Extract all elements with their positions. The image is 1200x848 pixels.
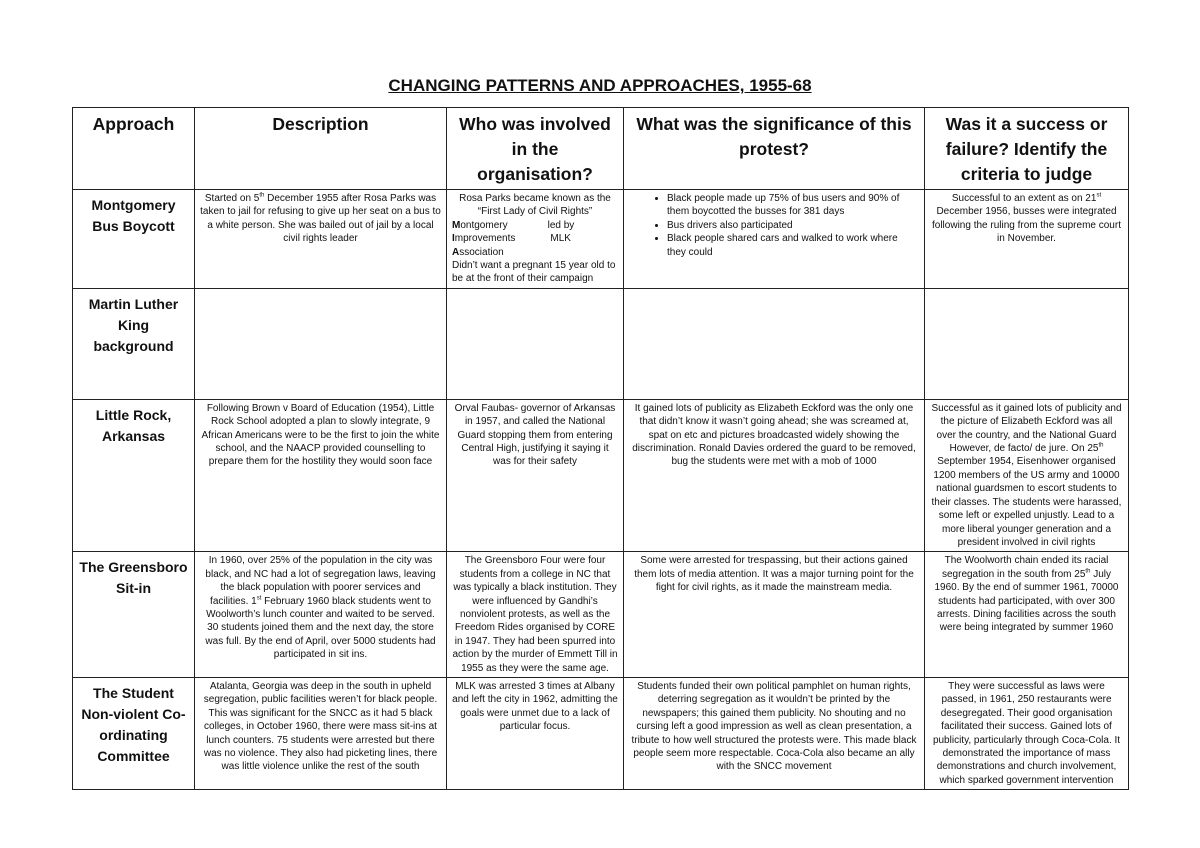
- row-who: MLK was arrested 3 times at Albany and left the city in 1962, admitting the goals were unmet due to a lack of particular focus.: [447, 677, 624, 789]
- row-approach: Martin Luther King background: [73, 288, 195, 399]
- row-who: [447, 288, 624, 399]
- page-title: CHANGING PATTERNS AND APPROACHES, 1955-68: [388, 76, 812, 95]
- table-row: [73, 288, 1129, 399]
- who-intro: Rosa Parks became known as the “First Lady of Civil Rights”: [459, 193, 611, 218]
- approaches-table: [72, 107, 1129, 790]
- significance-list: [629, 192, 919, 259]
- row-approach: Montgomery Bus Boycott: [73, 190, 195, 289]
- row-approach: The Greensboro Sit-in: [73, 552, 195, 678]
- table-row: [73, 190, 1129, 289]
- header-who: Who was involved in the organisation?: [447, 108, 624, 190]
- acronym-line-a: Association: [452, 246, 504, 258]
- list-item: • Black people shared cars and walked to work where they could: [667, 232, 919, 259]
- who-outro: Didn’t want a pregnant 15 year old to be at the front of their campaign: [452, 260, 616, 285]
- row-significance: [624, 288, 925, 399]
- row-who: Orval Faubas- governor of Arkansas in 1957, and called the National Guard stopping them from entering Central High, justifying it saying it was for their safety: [447, 399, 624, 551]
- row-description: [195, 288, 447, 399]
- row-significance: [624, 190, 925, 289]
- row-success: Successful as it gained lots of publicity and the picture of Elizabeth Eckford was all over the country, and the National Guard However, de facto/ de jure. On 25th September 1954, Eisenhower organised 1200 members of the US army and 10000 national guardsmen to escort students to their classes. The students were harassed, some left or expelled unjustly. Lead to a more liberal younger generation and a president involved in civil rights: [925, 399, 1129, 551]
- row-success: They were successful as laws were passed, in 1961, 250 restaurants were desegregated. Their good organisation facilitated their success. Gained lots of publicity, particularly through Coca-Cola. It demonstrated the importance of mass demonstrations and church involvement, which sparked government intervention: [925, 677, 1129, 789]
- table-row: [73, 399, 1129, 551]
- row-description: Following Brown v Board of Education (1954), Little Rock School adopted a plan to slowly integrate, 9 African Americans were to be the first to join the white school, and the NAACP provided counselling to prepare them for the hostility they would soon face: [195, 399, 447, 551]
- row-who: [447, 190, 624, 289]
- table-row: [73, 677, 1129, 789]
- row-significance: Students funded their own political pamphlet on human rights, deterring segregation as it wouldn’t be printed by the newspapers; this gained them publicity. No shouting and no cursing left a good impression as well as clean presentation, a tribute to how well structured the protests were. This made black people seem more respectable. Coca-Cola also became an ally with the SNCC movement: [624, 677, 925, 789]
- row-significance: Some were arrested for trespassing, but their actions gained them lots of media attention. It was a major turning point for the fight for civil rights, as it made the mainstream media.: [624, 552, 925, 678]
- header-success: Was it a success or failure? Identify the criteria to judge: [925, 108, 1129, 190]
- row-description: Started on 5th December 1955 after Rosa Parks was taken to jail for refusing to give up her seat on a bus to a white person. She was bailed out of jail by a local civil rights leader: [195, 190, 447, 289]
- row-who: The Greensboro Four were four students from a college in NC that was typically a black institution. They were influenced by Gandhi’s nonviolent protests, as well as the Freedom Rides organised by CORE in 1947. They had been spurred into action by the murder of Emmett Till in 1955 as they were the same age.: [447, 552, 624, 678]
- row-description: Atalanta, Georgia was deep in the south in upheld segregation, public facilities weren’t for black people. This was significant for the SNCC as it had 5 black colleges, in October 1960, there were mass sit-ins at lunch counters. 75 students were arrested but there was no violence. They also had picketing lines, there was little violence unlike the rest of the south: [195, 677, 447, 789]
- row-success: [925, 288, 1129, 399]
- row-success: The Woolworth chain ended its racial segregation in the south from 25th July 1960. By the end of summer 1961, 70000 students had participated, with over 300 arrests. Dining facilities across the south were being integrated by summer 1960: [925, 552, 1129, 678]
- header-description: Description: [195, 108, 447, 190]
- row-approach: Little Rock, Arkansas: [73, 399, 195, 551]
- table-row: [73, 552, 1129, 678]
- row-description: In 1960, over 25% of the population in the city was black, and NC had a lot of segregation laws, leaving the black population with poorer services and facilities. 1st February 1960 black students went to Woolworth’s lunch counter and waited to be served. 30 students joined them and the next day, the store was full. By the end of April, over 5000 students had participated in sit ins.: [195, 552, 447, 678]
- row-approach: The Student Non-violent Co-ordinating Committee: [73, 677, 195, 789]
- row-success: Successful to an extent as on 21st December 1956, busses were integrated following the ruling from the supreme court in November.: [925, 190, 1129, 289]
- header-approach: Approach: [73, 108, 195, 190]
- acronym-line-m: Montgomery led by: [452, 219, 575, 231]
- row-significance: It gained lots of publicity as Elizabeth Eckford was the only one that didn’t know it wasn’t going ahead; she was screamed at, spat on etc and pictures broadcasted widely showing the discrimination. Ronald Davies ordered the guard to be removed, bug the students were met with a mob of 1000: [624, 399, 925, 551]
- header-significance: What was the significance of this protest?: [624, 108, 925, 190]
- acronym-line-i: Improvements MLK: [452, 233, 571, 245]
- list-item: • Bus drivers also participated: [667, 219, 919, 232]
- list-item: • Black people made up 75% of bus users and 90% of them boycotted the busses for 381 days: [667, 192, 919, 219]
- header-row: [73, 108, 1129, 190]
